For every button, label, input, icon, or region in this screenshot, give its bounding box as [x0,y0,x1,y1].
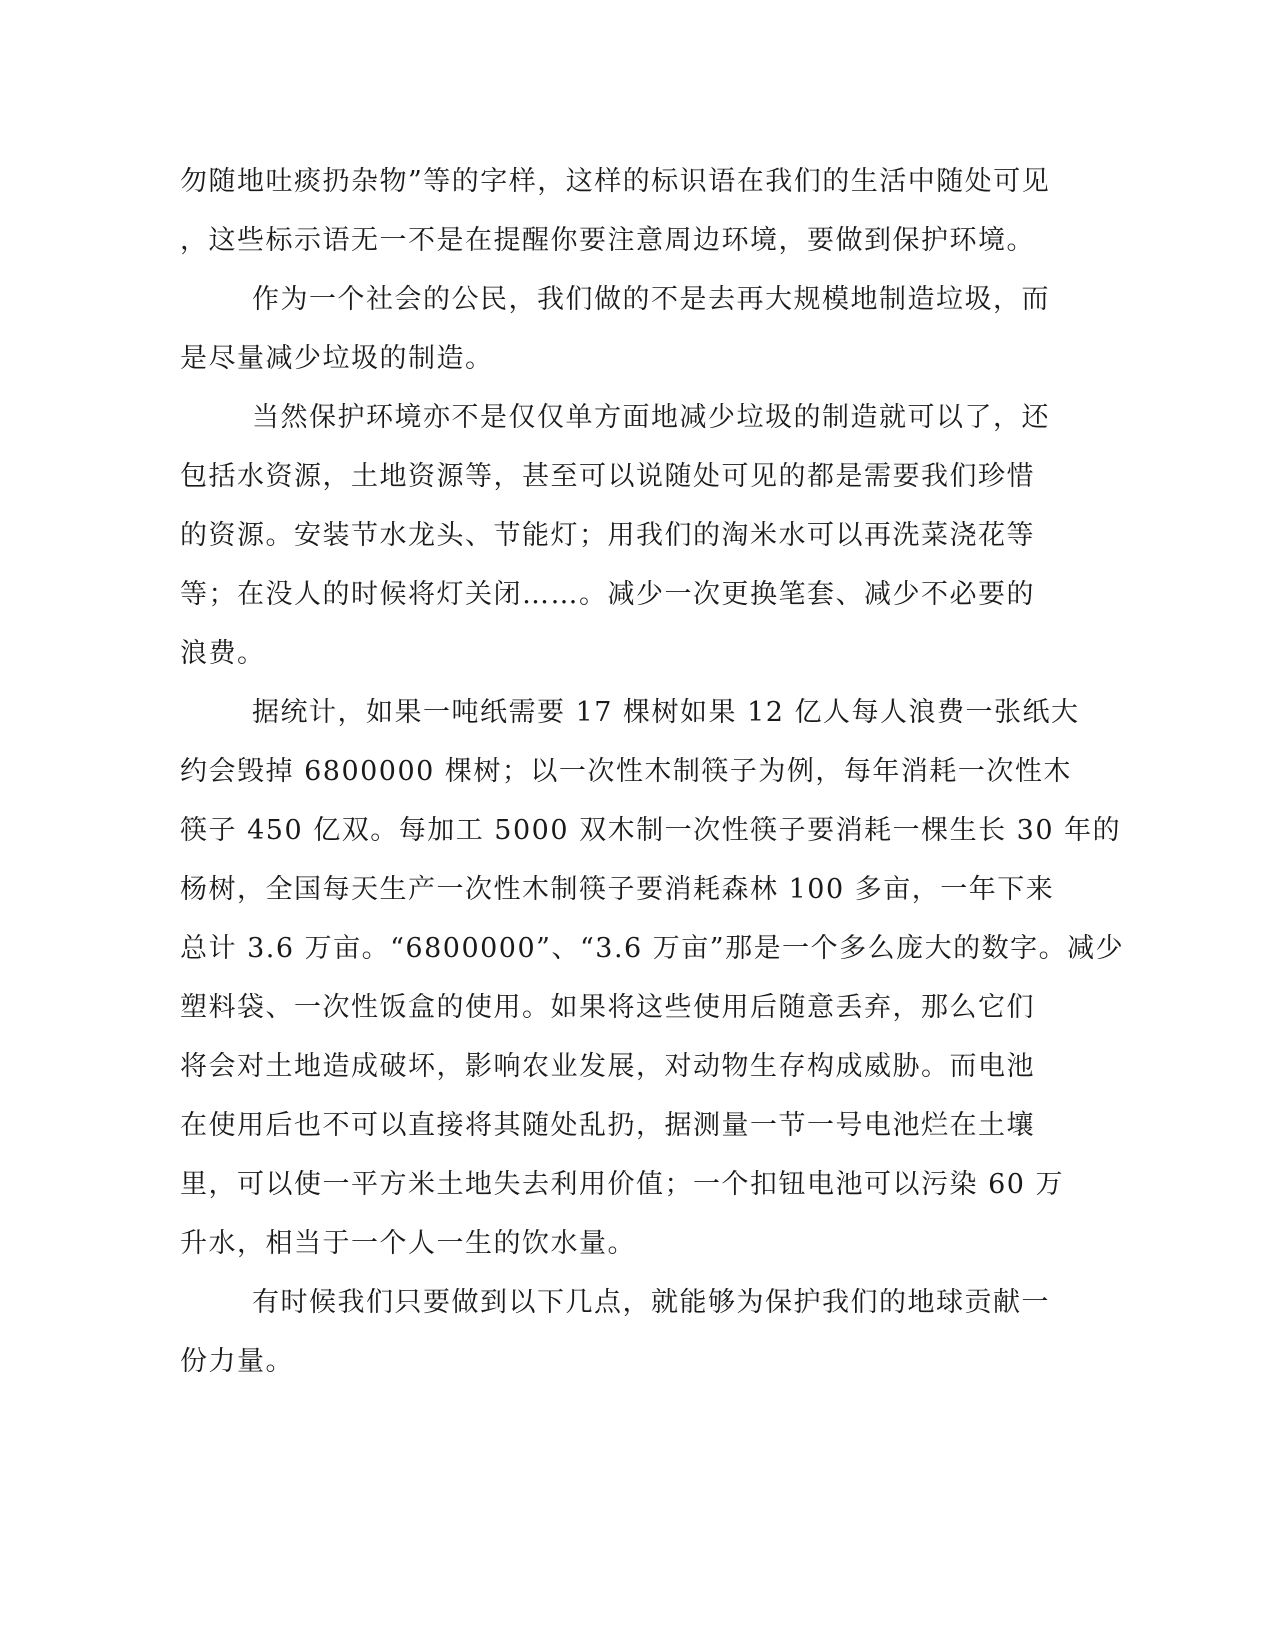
text-line: 总计 3.6 万亩。“6800000”、“3.6 万亩”那是一个多么庞大的数字。减少 [180,933,1125,964]
text-line: 份力量。 [180,1346,294,1377]
text-line: ，这些标示语无一不是在提醒你要注意周边环境，要做到保护环境。 [180,225,1035,256]
document-body [180,152,1125,1391]
text-line: 勿随地吐痰扔杂物”等的字样，这样的标识语在我们的生活中随处可见 [180,166,1051,197]
paragraph-continuation [180,152,1051,270]
text-line: 有时候我们只要做到以下几点，就能够为保护我们的地球贡献一 [252,1287,1050,1318]
text-line: 据统计，如果一吨纸需要 17 棵树如果 12 亿人每人浪费一张纸大 [252,697,1080,728]
text-line: 将会对土地造成破坏，影响农业发展，对动物生存构成威胁。而电池 [180,1051,1035,1082]
text-line: 是尽量减少垃圾的制造。 [180,343,494,374]
paragraph-citizen [180,270,1050,388]
text-line: 浪费。 [180,638,266,669]
text-line: 包括水资源，土地资源等，甚至可以说随处可见的都是需要我们珍惜 [180,461,1035,492]
text-line: 筷子 450 亿双。每加工 5000 双木制一次性筷子要消耗一棵生长 30 年的 [180,815,1122,846]
text-line: 的资源。安装节水龙头、节能灯；用我们的淘米水可以再洗菜浇花等 [180,520,1035,551]
text-line: 当然保护环境亦不是仅仅单方面地减少垃圾的制造就可以了，还 [252,402,1050,433]
text-line: 作为一个社会的公民，我们做的不是去再大规模地制造垃圾，而 [252,284,1050,315]
paragraph-closing [180,1273,1050,1391]
paragraph-statistics [180,683,1125,1273]
text-line: 在使用后也不可以直接将其随处乱扔，据测量一节一号电池烂在土壤 [180,1110,1035,1141]
text-line: 约会毁掉 6800000 棵树；以一次性木制筷子为例，每年消耗一次性木 [180,756,1072,787]
text-line: 升水，相当于一个人一生的饮水量。 [180,1228,636,1259]
text-line: 塑料袋、一次性饭盒的使用。如果将这些使用后随意丢弃，那么它们 [180,992,1035,1023]
paragraph-resources [180,388,1050,683]
text-line: 杨树，全国每天生产一次性木制筷子要消耗森林 100 多亩，一年下来 [180,874,1055,905]
text-line: 里，可以使一平方米土地失去利用价值；一个扣钮电池可以污染 60 万 [180,1169,1065,1200]
text-line: 等；在没人的时候将灯关闭……。减少一次更换笔套、减少不必要的 [180,579,1035,610]
